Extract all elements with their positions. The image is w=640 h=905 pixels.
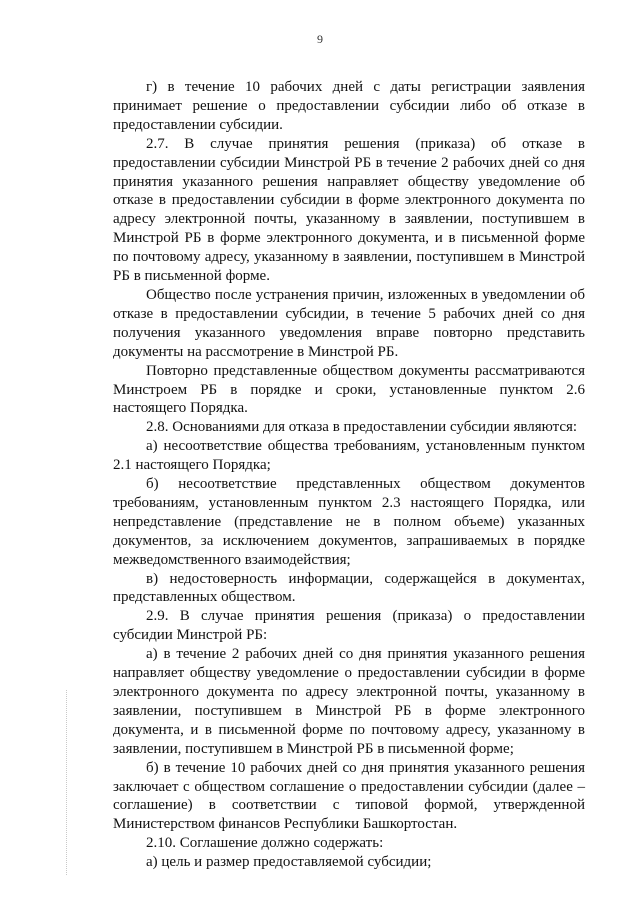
paragraph-resubmission: Общество после устранения причин, изложенных в уведомлении об отказе в предоставлении субсидии, в течение 5 рабочих дней со дня получения указанного уведомления вправе повторно представить документы на рассмотрение в Минстрой РБ. xyxy=(113,286,585,360)
paragraph-2-7: 2.7. В случае принятия решения (приказа) об отказе в предоставлении субсидии Минстрой РБ в течение 2 рабочих дней со дня принятия указанного решения направляет обществу уведомление об отказе в предоставлении субсидии в форме электронного документа по адресу электронной почты, указанному в заявлении, поступившем в Минстрой РБ в форме электронного документа, и в письменной форме по почтовому адресу, указанному в заявлении, поступившем в Минстрой РБ в письменной форме. xyxy=(113,135,585,285)
page-number: 9 xyxy=(317,32,323,46)
paragraph-2-10: 2.10. Соглашение должно содержать: xyxy=(146,835,384,852)
paragraph-2-8: 2.8. Основаниями для отказа в предоставлении субсидии являются: xyxy=(146,419,578,436)
paragraph-2-8-a: а) несоответствие общества требованиям, установленным пунктом 2.1 настоящего Порядка; xyxy=(113,438,585,474)
paragraph-2-8-v: в) недостоверность информации, содержащейся в документах, представленных обществом. xyxy=(113,570,585,606)
document-body xyxy=(113,78,585,872)
paragraph-2-9-a: а) в течение 2 рабочих дней со дня принятия указанного решения направляет обществу уведомление о предоставлении субсидии в форме электронного документа по адресу электронной почты, указанному в заявлении, поступившем в Минстрой РБ в форме электронного документа, и в письменной форме по почтовому адресу, указанному в заявлении, поступившем в Минстрой РБ в письменной форме; xyxy=(113,646,585,757)
paragraph-2-9-b: б) в течение 10 рабочих дней со дня принятия указанного решения заключает с обществом соглашение о предоставлении субсидии (далее – соглашение) в соответствии с типовой формой, утвержденной Министерством финансов Республики Башкортостан. xyxy=(113,759,585,833)
paragraph-2-9: 2.9. В случае принятия решения (приказа) о предоставлении субсидии Минстрой РБ: xyxy=(113,608,585,644)
paragraph-2-8-b: б) несоответствие представленных обществом документов требованиям, установленным пунктом 2.3 настоящего Порядка, или непредставление (представление не в полном объеме) указанных документов, за исключением документов, запрашиваемых в порядке межведомственного взаимодействия; xyxy=(113,476,585,568)
scan-margin-marks xyxy=(66,690,69,875)
paragraph-2-6-g: г) в течение 10 рабочих дней с даты регистрации заявления принимает решение о предоставлении субсидии либо об отказе в предоставлении субсидии. xyxy=(113,79,585,133)
paragraph-resubmission-review: Повторно представленные обществом документы рассматриваются Минстроем РБ в порядке и сроки, установленные пунктом 2.6 настоящего Порядка. xyxy=(113,362,585,417)
paragraph-2-10-a: а) цель и размер предоставляемой субсидии; xyxy=(146,854,432,871)
